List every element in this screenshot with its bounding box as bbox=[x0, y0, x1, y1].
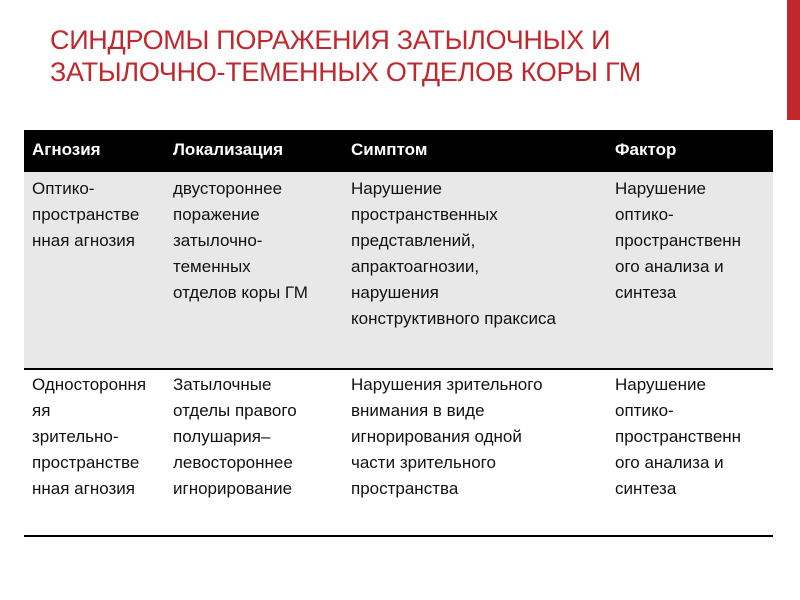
table-cell: Нарушение оптико- пространственн ого анализа и синтеза bbox=[615, 179, 742, 302]
table-cell: Нарушения зрительного внимания в виде игнорирования одной части зрительного пространства bbox=[351, 375, 543, 498]
header-cell: Агнозия bbox=[32, 140, 101, 159]
header-cell: Симптом bbox=[351, 140, 428, 159]
table-cell: Затылочные отделы правого полушария– левостороннее игнорирование bbox=[173, 375, 297, 498]
table-cell: Нарушение оптико- пространственн ого анализа и синтеза bbox=[615, 375, 742, 498]
table-cell: двустороннее поражение затылочно- теменных отделов коры ГМ bbox=[173, 179, 308, 302]
table-row bbox=[24, 370, 773, 537]
table-cell: Нарушение пространственных представлений, апрактоагнозии, нарушения конструктивного праксиса bbox=[351, 179, 557, 328]
header-cell: Локализация bbox=[173, 140, 284, 159]
accent-bar bbox=[787, 0, 800, 120]
slide-title: СИНДРОМЫ ПОРАЖЕНИЯ ЗАТЫЛОЧНЫХ И ЗАТЫЛОЧНО-ТЕМЕННЫХ ОТДЕЛОВ КОРЫ ГМ bbox=[50, 25, 641, 87]
agnosia-table bbox=[24, 130, 773, 537]
table-row bbox=[24, 172, 773, 370]
table-cell: Одностороння яя зрительно- пространстве нная агнозия bbox=[32, 375, 147, 498]
table-header-row bbox=[24, 130, 773, 172]
table-cell: Оптико- пространстве нная агнозия bbox=[32, 179, 140, 250]
header-cell: Фактор bbox=[615, 140, 677, 159]
